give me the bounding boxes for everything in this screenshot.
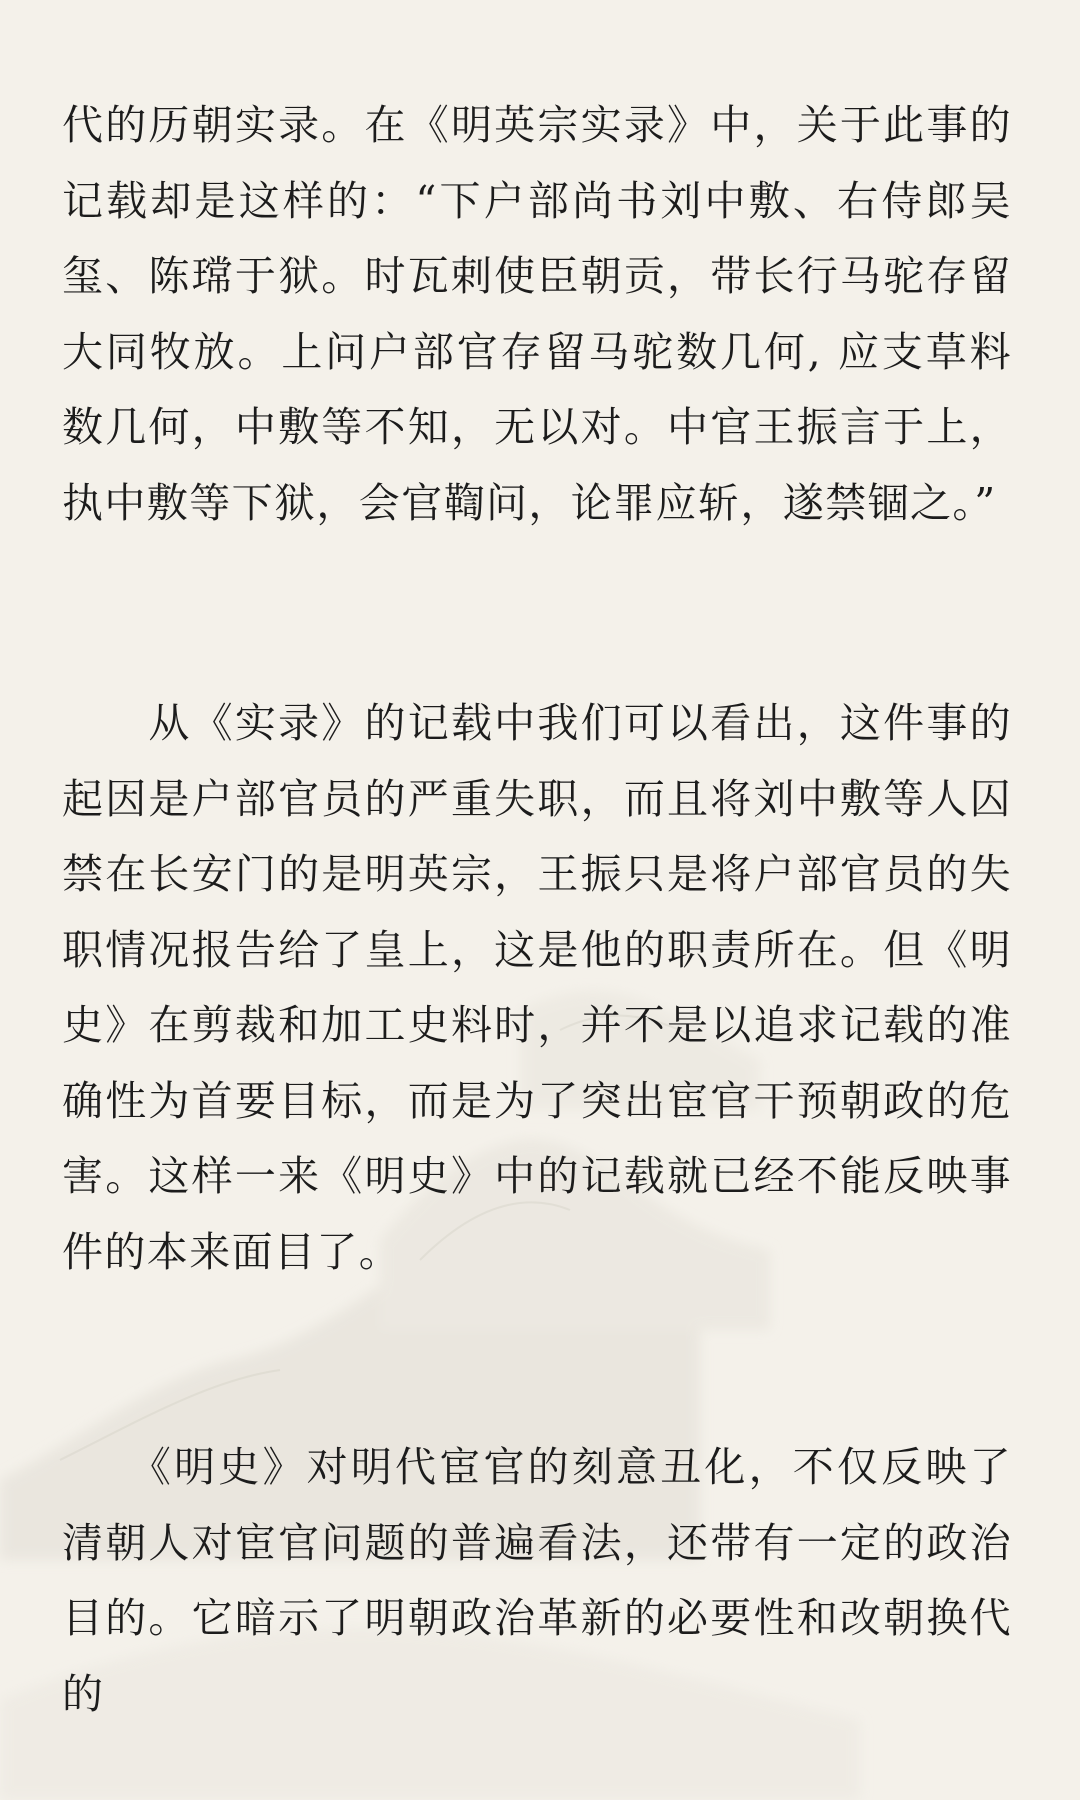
paragraph-spacer: [62, 1290, 1012, 1430]
paragraph-2: 从《实录》的记载中我们可以看出，这件事的起因是户部官员的严重失职，而且将刘中敷等人囚禁在长安门的是明英宗，王振只是将户部官员的失职情况报告给了皇上，这是他的职责所在。但《明史》在剪裁和加工史料时，并不是以追求记载的准确性为首要目标，而是为了突出宦官干预朝政的危害。这样一来《明史》中的记载就已经不能反映事件的本来面目了。: [62, 699, 1012, 1276]
paragraph-spacer: [62, 541, 1012, 686]
paragraph-1: 代的历朝实录。在《明英宗实录》中，关于此事的记载却是这样的：“下户部尚书刘中敷、右侍郎吴玺、陈瑺于狱。时瓦剌使臣朝贡，带长行马驼存留大同牧放。上问户部官存留马驼数几何, 应支草料数几何，中敷等不知，无以对。中官王振言于上，执中敷等下狱，会官鞫问，论罪应斩，遂禁锢之。”: [62, 101, 1012, 527]
paragraph-3: 《明史》对明代宦官的刻意丑化，不仅反映了清朝人对宦官问题的普遍看法，还带有一定的政治目的。它暗示了明朝政治革新的必要性和改朝换代的: [62, 1443, 1012, 1718]
article-body: [62, 88, 1012, 1732]
